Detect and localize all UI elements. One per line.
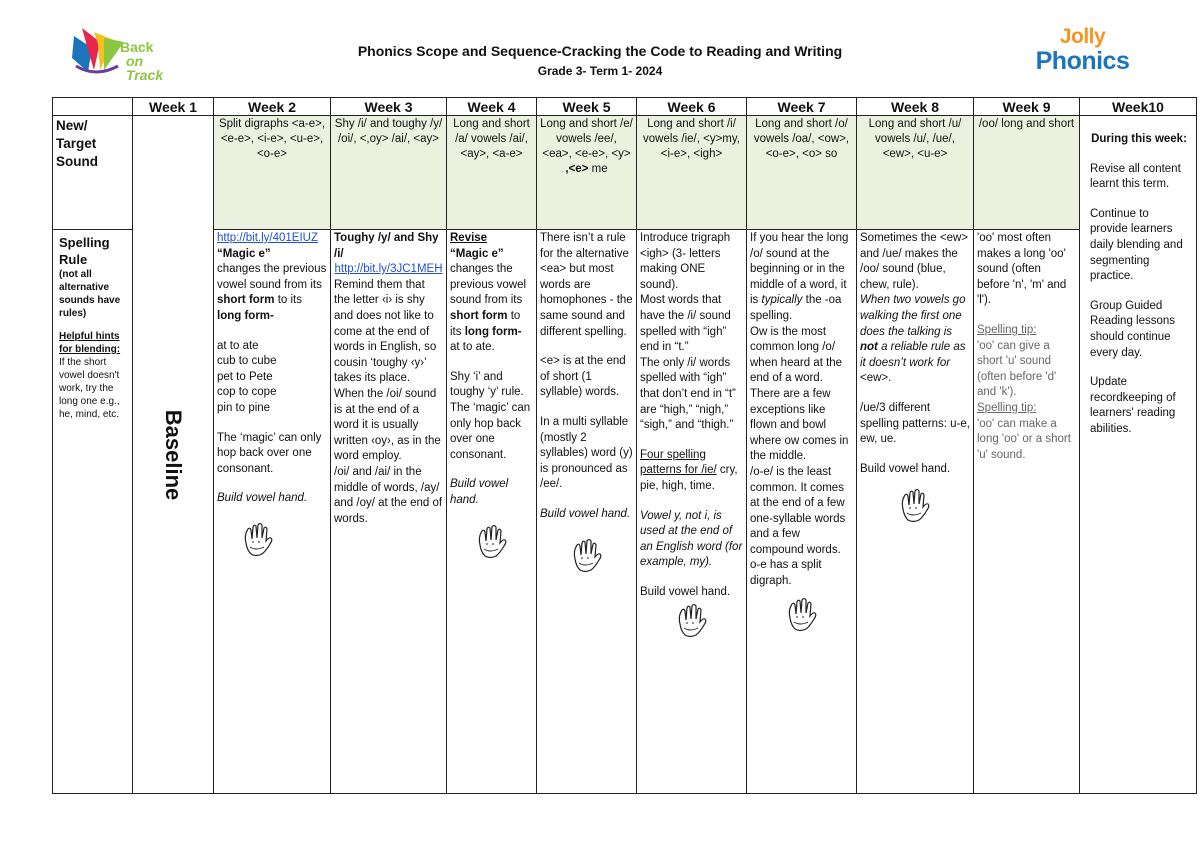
week5-text3: In a multi syllable (mostly 2 syllables) word (y) is pronounced as /ee/. (540, 415, 633, 491)
hand-icon (671, 602, 713, 642)
rule-week9 (974, 230, 1080, 794)
sound-week4: Long and short /a/ vowels /ai/, <ay>, <a-e> (447, 116, 537, 230)
week2-link[interactable]: http://bit.ly/401EIUZ (217, 232, 318, 244)
logo-left-line1: Back (120, 39, 154, 55)
week6-text1: Introduce trigraph <igh> (3- letters making ONE sound). (640, 232, 731, 291)
week2-example: cop to cope (217, 386, 277, 399)
week-header: Week 2 (214, 98, 331, 116)
logo-right-line1: Jolly (1059, 25, 1106, 48)
week-header: Week 5 (537, 98, 637, 116)
page-title: Phonics Scope and Sequence-Cracking the Code to Reading and Writing (357, 43, 843, 59)
week2-example: at to ate (217, 339, 259, 352)
week2-short: short form (217, 294, 275, 307)
week4-text3: The ‘magic’ can only hop back over one consonant. (450, 401, 531, 461)
week10-text1: Continue to provide learners daily blending and segmenting practice. (1090, 207, 1183, 283)
jolly-phonics-logo (1025, 26, 1140, 82)
week7-text3: /o-e/ is the least common. It comes at the end of a few one-syllable words and a few compound words. (750, 465, 846, 556)
week8-text2c: a reliable rule as it doesn’t work for (860, 341, 966, 369)
rule-week8 (857, 230, 974, 794)
week4-short: short form (450, 309, 508, 322)
sound-week7: Long and short /o/ vowels /oa/, <ow>, <o-e>, <o> so (747, 116, 857, 230)
baseline-cell (133, 116, 214, 794)
sound-week6: Long and short /i/ vowels /ie/, <y>my, <i-e>, <igh> (637, 116, 747, 230)
week8-text3: /ue/3 different spelling patterns: u-e, ew, ue. (860, 401, 970, 446)
book-logo-icon (70, 26, 126, 78)
week6-text2: Most words that have the /i/ sound spelled with “igh” end in “t.” (640, 294, 731, 354)
corner-cell (53, 98, 133, 116)
week10-cell (1080, 116, 1197, 794)
week-header: Week10 (1080, 98, 1197, 116)
hand-icon (471, 523, 513, 563)
week-header: Week 8 (857, 98, 974, 116)
sound-week5-bold: ,<e> (565, 163, 589, 175)
scope-sequence-table (52, 97, 1197, 794)
week7-text4: o-e has a split digraph. (750, 559, 822, 588)
week4-example: at to ate. (450, 341, 495, 354)
week3-link[interactable]: http://bit.ly/3JC1MEH (334, 263, 443, 276)
week8-text2d: <ew>. (860, 372, 892, 385)
week3-text2: /oi/ and /ai/ in the middle of words, /ay/ and /oy/ at the end of words. (334, 465, 443, 525)
hand-icon (237, 521, 279, 561)
rule-week2 (214, 230, 331, 794)
rule-label-sub: (not all alternative sounds have rules) (59, 269, 121, 319)
week2-text3: Build vowel hand. (217, 492, 308, 505)
week2-text2: The ‘magic’ can only hop back over one consonant. (217, 431, 322, 475)
week7-text1c: the -oa spelling. (750, 294, 842, 322)
week2-long: long form- (217, 309, 274, 322)
week2-to: to its (277, 294, 302, 307)
week7-text1b: typically (761, 294, 803, 307)
week8-text4: Build vowel hand. (860, 462, 951, 475)
sound-week9: /oo/ long and short (974, 116, 1080, 230)
sound-week8: Long and short /u/ vowels /u/, /ue/, <ew>, <u-e> (857, 116, 974, 230)
rule-week6 (637, 230, 747, 794)
week10-title: During this week: (1091, 133, 1187, 145)
baseline-label: Baseline (161, 409, 186, 500)
week4-to: to its (450, 309, 521, 338)
week-header: Week 9 (974, 98, 1080, 116)
week2-magic: “Magic e” (217, 247, 271, 260)
rule-week7 (747, 230, 857, 794)
week4-long: long form- (464, 325, 522, 338)
week3-text1: Remind them that the letter ‹i› is shy and does not like to come at the end of words in English, so cousin ‘toughy ‹y›’ takes its place. When the /oi/ sound is at the end of a word it is usually written ‹oy›, as in the word employ. (334, 278, 441, 463)
week2-example: pin to pine (217, 401, 271, 414)
sound-week2: Split digraphs <a-e>, <e-e>, <i-e>, <u-e>, <o-e> (214, 116, 331, 230)
sound-week5-end: me (588, 163, 608, 175)
week2-example: pet to Pete (217, 370, 273, 383)
week-header: Week 6 (637, 98, 747, 116)
week2-example: cub to cube (217, 355, 277, 368)
sound-row (53, 116, 1197, 230)
week9-tip2-label: Spelling tip: (977, 401, 1037, 414)
hand-icon (894, 487, 936, 527)
week6-text3: The only /i/ words spelled with “igh” that don’t end in “t” are “high,” “nigh,” “sigh,” and “thigh.” (640, 356, 736, 432)
sound-week3: Shy /i/ and toughy /y/ /oi/, <,oy> /ai/, <ay> (331, 116, 447, 230)
week5-text2: <e> is at the end of short (1 syllable) words. (540, 355, 626, 399)
week7-text2: Ow is the most common long /o/ when heard at the end of a word. There are a few exceptions like flown and bowl where ow comes in the middle. (750, 325, 849, 463)
page-subtitle: Grade 3- Term 1- 2024 (537, 64, 663, 78)
week10-text3: Update recordkeeping of learners' reading abilities. (1090, 376, 1176, 435)
week6-text5: Vowel y, not i, is used at the end of an English word (for example, my). (640, 509, 743, 569)
rule-week5 (537, 230, 637, 794)
week10-text2: Group Guided Reading lessons should continue every day. (1090, 299, 1176, 359)
week-header: Week 4 (447, 98, 537, 116)
logo-left-line2: on Track (126, 53, 164, 83)
row-label-rule (53, 230, 133, 794)
week10-revise: Revise all content learnt this term. (1090, 162, 1181, 191)
week5-text1: There isn’t a rule for the alternative <ea> but most words are homophones - the same sound and different spelling. (540, 232, 633, 338)
hand-icon (566, 537, 608, 577)
rule-week3 (331, 230, 447, 794)
week3-heading: Toughy /y/ and Shy /i/ (334, 232, 439, 260)
week9-tip1: 'oo' can give a short 'u' sound (often before 'd' and 'k'). (977, 339, 1057, 399)
week5-text4: Build vowel hand. (540, 507, 631, 520)
week4-text4: Build vowel hand. (450, 478, 509, 506)
week-header: Week 7 (747, 98, 857, 116)
week8-text2a: When two vowels go walking the first one does the talking is (860, 294, 966, 338)
week8-text1: Sometimes the <ew> and /ue/ makes the /oo/ sound (blue, chew, rule). (860, 232, 969, 291)
week6-text4b: cry, pie, high, time. (640, 464, 738, 492)
sound-week5-main: Long and short /e/ vowels /ee/, <ea>, <e-e>, <y> (540, 118, 633, 160)
back-on-track-logo (70, 26, 180, 83)
week9-tip2: 'oo' can make a long 'oo' or a short 'u' sound. (977, 417, 1071, 461)
hint-label-title: Helpful hints for blending: (59, 331, 121, 355)
week4-magic: “Magic e” (450, 247, 504, 260)
week7-text1a: If you hear the long /o/ sound at the beginning or in the middle of a word, it is (750, 232, 849, 307)
hint-label-text: If the short vowel doesn't work, try the long one e.g., he, mind, etc. (59, 357, 120, 420)
week2-text1: changes the previous vowel sound from its (217, 263, 327, 291)
week8-text2b: not (860, 341, 878, 354)
week9-tip1-label: Spelling tip: (977, 323, 1037, 336)
week-header: Week 1 (133, 98, 214, 116)
week9-text1: 'oo' most often makes a long 'oo' sound (often before 'n', 'm' and 'l'). (977, 232, 1067, 307)
week6-text6: Build vowel hand. (640, 585, 731, 598)
week4-revise: Revise (450, 232, 488, 244)
header-row (53, 98, 1197, 116)
rule-row (53, 230, 1197, 794)
row-label-sound: New/ Target Sound (53, 116, 133, 230)
hand-icon (781, 596, 823, 636)
rule-week4 (447, 230, 537, 794)
week-header: Week 3 (331, 98, 447, 116)
week4-text2: Shy ‘i’ and toughy ‘y’ rule. (450, 370, 524, 399)
week6-text4: Four spelling patterns for /ie/ (640, 448, 717, 477)
logo-right-line2: Phonics (1035, 47, 1130, 75)
sound-week5 (537, 116, 637, 230)
rule-label-title: Spelling Rule (59, 235, 110, 267)
week4-text1: changes the previous vowel sound from its (450, 263, 527, 307)
